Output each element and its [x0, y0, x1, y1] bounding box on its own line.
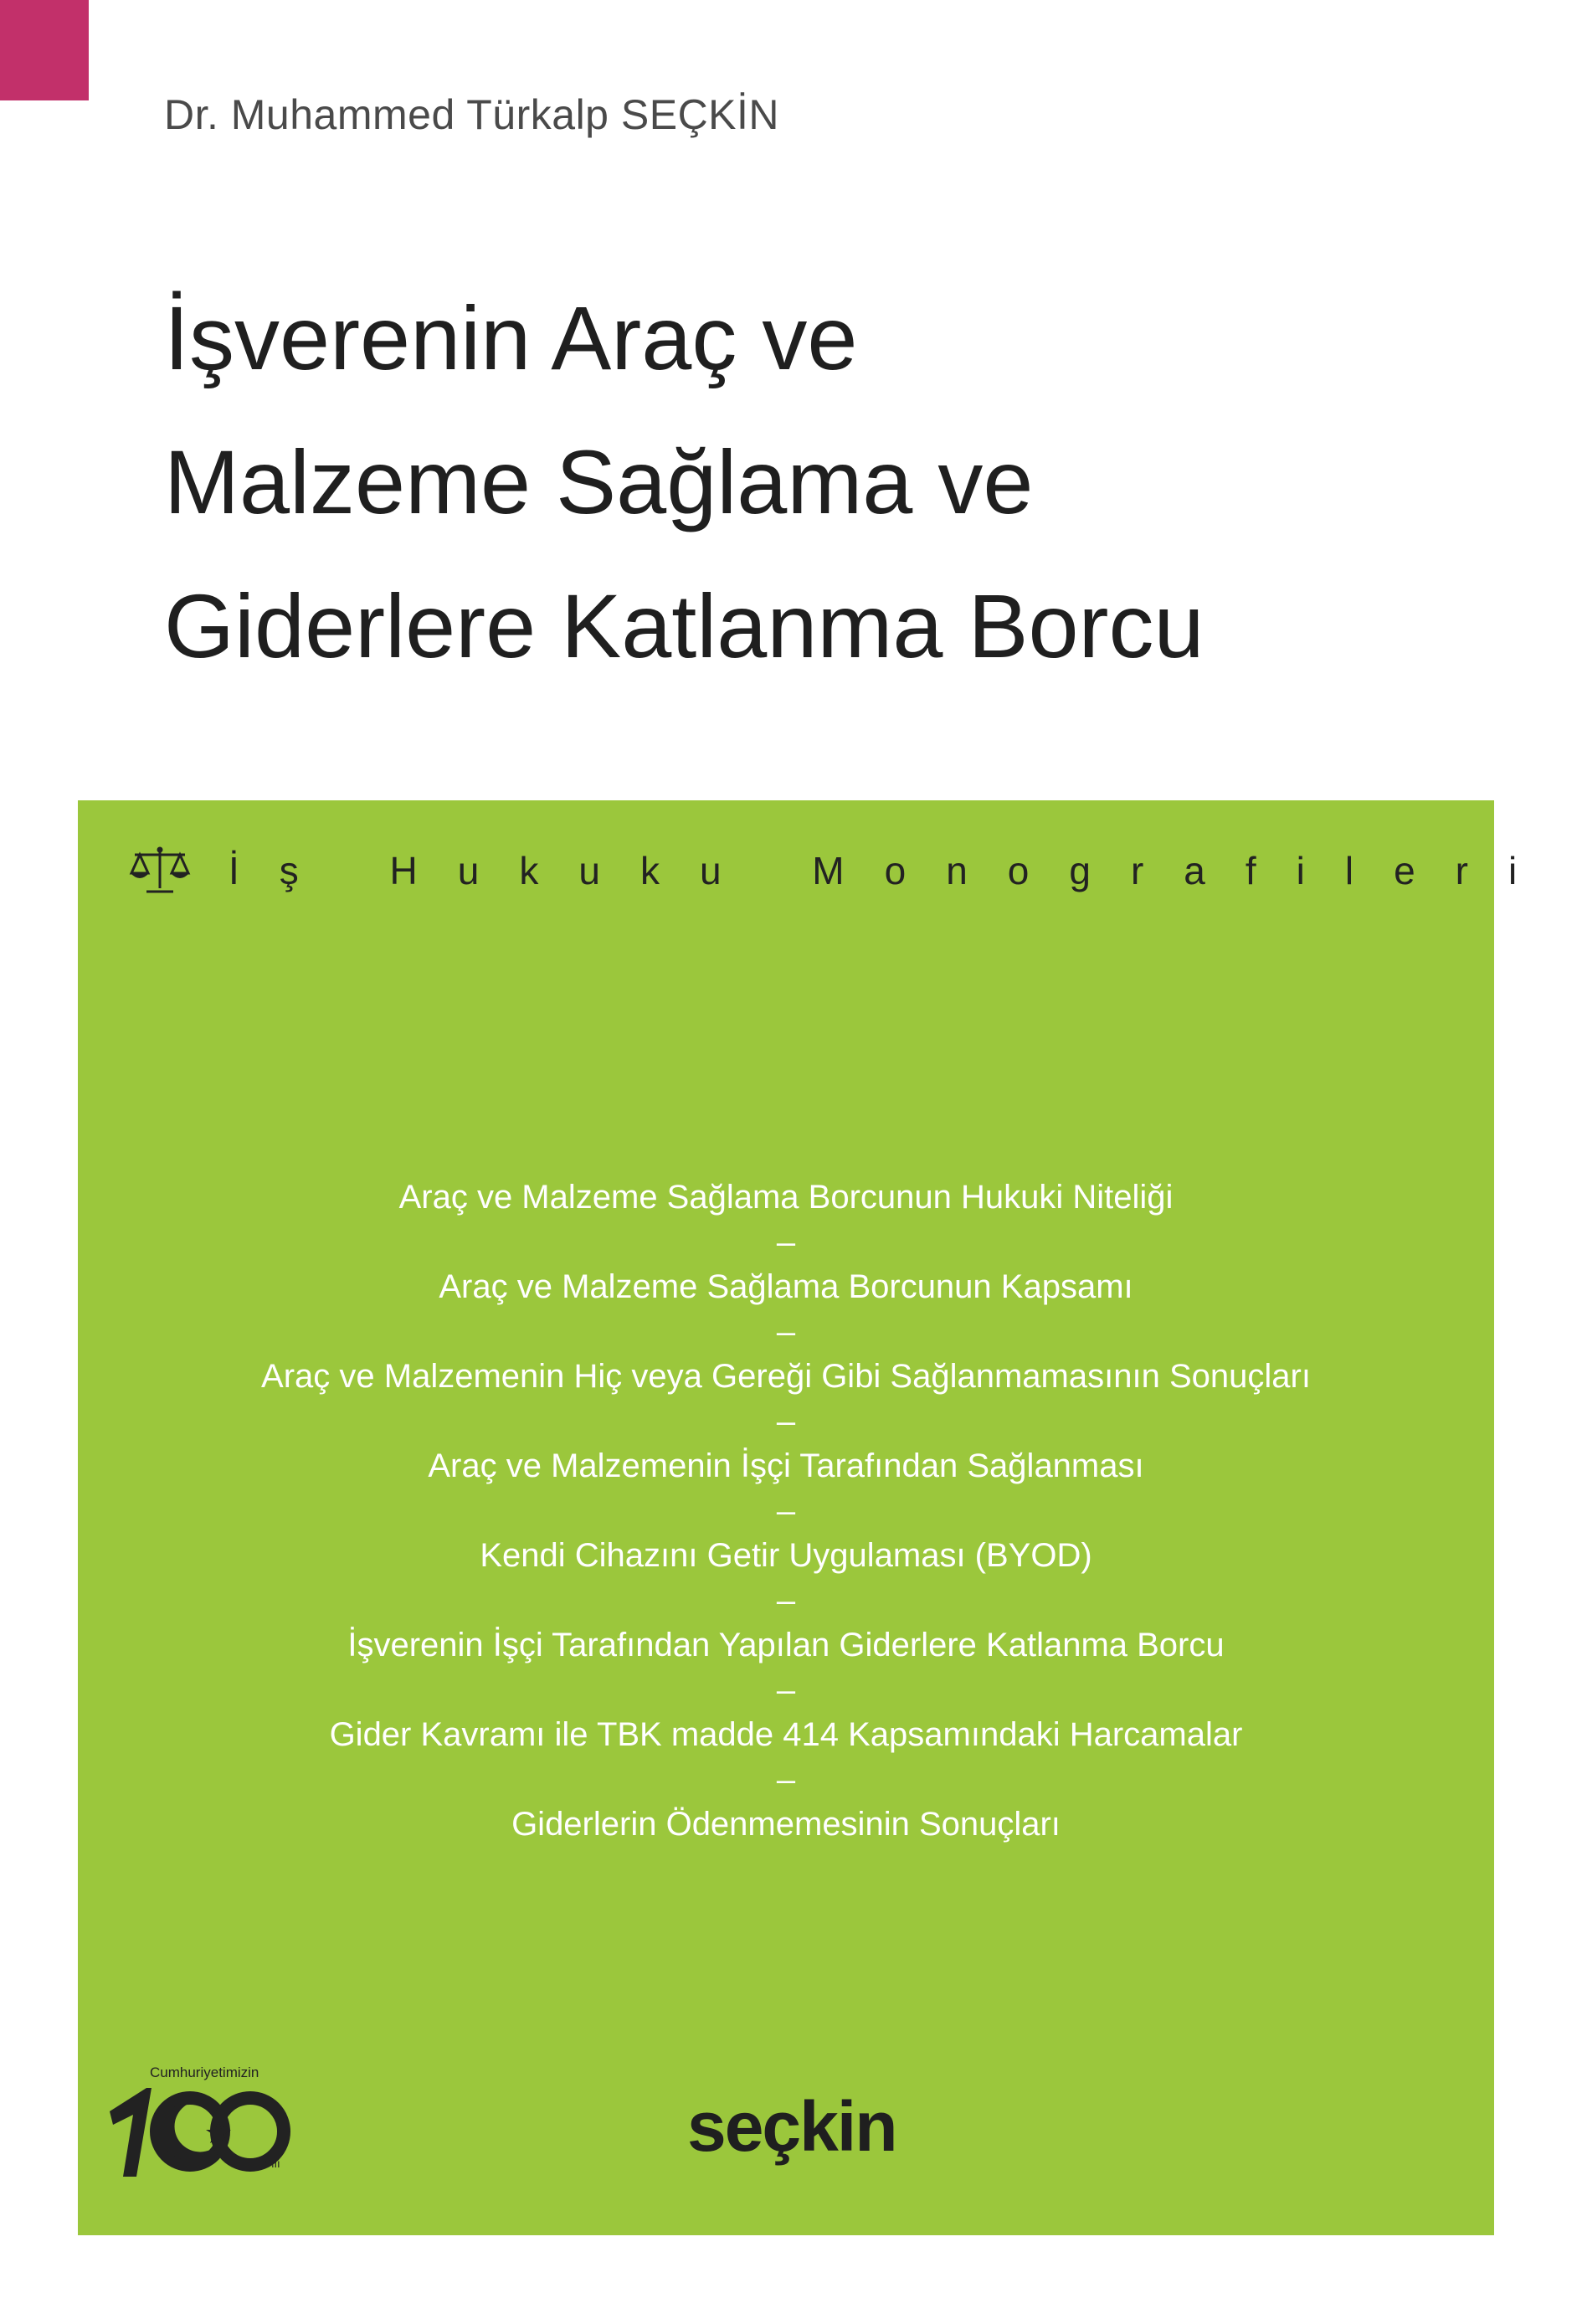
author-name: Dr. Muhammed Türkalp SEÇKİN: [164, 91, 780, 138]
topic-separator: –: [776, 1492, 796, 1530]
scales-of-justice-icon: [128, 845, 192, 897]
centennial-year: . Yılı: [257, 2157, 280, 2170]
topic-separator: –: [776, 1671, 796, 1709]
topic-item: İşverenin İşçi Tarafından Yapılan Giderlere Katlanma Borcu: [347, 1627, 1225, 1663]
topic-item: Araç ve Malzemenin İşçi Tarafından Sağlanması: [428, 1447, 1144, 1484]
topic-list: [78, 1175, 1494, 1848]
topic-separator: –: [776, 1761, 796, 1798]
topic-separator: –: [776, 1402, 796, 1440]
centennial-100-icon: [103, 2078, 295, 2187]
topic-item: Giderlerin Ödenmemesinin Sonuçları: [511, 1806, 1061, 1843]
accent-tab: [0, 0, 89, 100]
title-line-1: İşverenin Araç ve: [164, 287, 858, 388]
topic-separator: –: [776, 1581, 796, 1619]
topic-separator: –: [776, 1223, 796, 1261]
topic-item: Araç ve Malzemenin Hiç veya Gereği Gibi Sağlanmamasının Sonuçları: [261, 1358, 1311, 1395]
topic-item: Araç ve Malzeme Sağlama Borcunun Kapsamı: [439, 1268, 1133, 1305]
topic-item: Araç ve Malzeme Sağlama Borcunun Hukuki Niteliği: [398, 1179, 1174, 1216]
title-line-2: Malzeme Sağlama ve: [164, 431, 1034, 532]
topic-item: Gider Kavramı ile TBK madde 414 Kapsamındaki Harcamalar: [329, 1716, 1243, 1753]
publisher-logo: seçkin: [687, 2087, 896, 2166]
cover-panel: [78, 800, 1558, 2235]
topic-separator: –: [776, 1313, 796, 1350]
series-heading: [128, 846, 1557, 896]
centennial-caption: Cumhuriyetimizin: [150, 2064, 259, 2080]
centennial-logo: [103, 2064, 295, 2190]
topic-item: Kendi Cihazını Getir Uygulaması (BYOD): [480, 1537, 1092, 1574]
book-title: [164, 266, 1503, 698]
series-name: İş Hukuku Monografileri: [229, 849, 1558, 892]
title-line-3: Giderlere Katlanma Borcu: [164, 575, 1204, 676]
